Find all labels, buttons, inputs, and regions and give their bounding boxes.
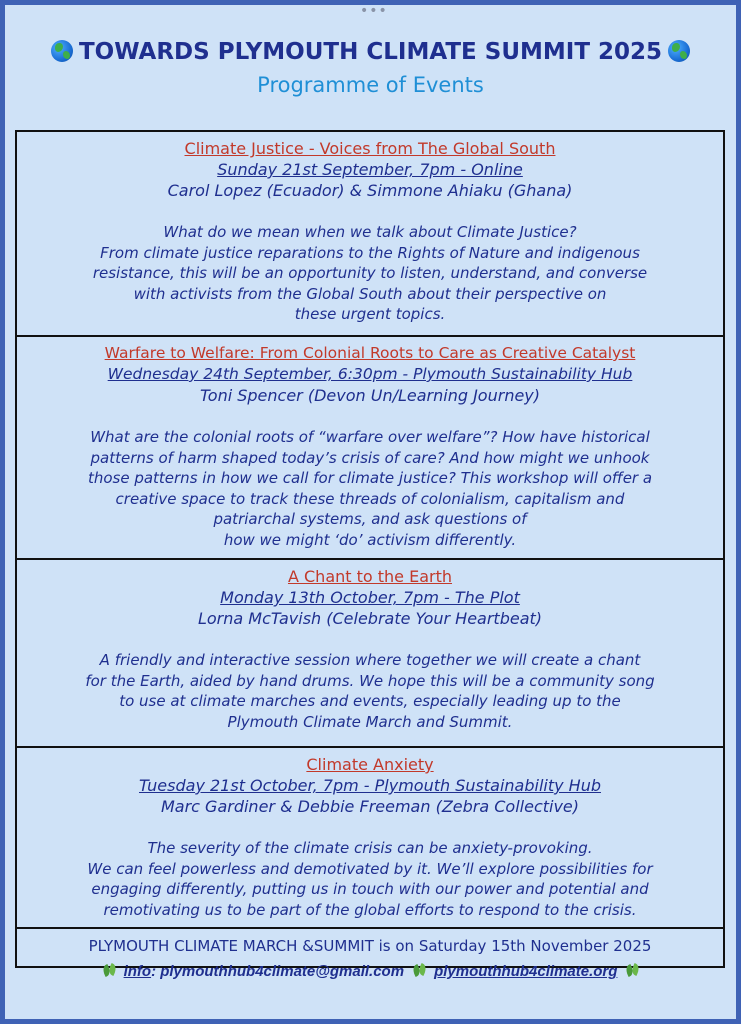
description-line: creative space to track these threads of colonialism, capitalism and — [115, 489, 625, 508]
description-line: From climate justice reparations to the Rights of Nature and indigenous — [100, 243, 640, 262]
description-line: how we might ‘do’ activism differently. — [223, 530, 517, 549]
description-line: patriarchal systems, and ask questions of — [213, 510, 527, 528]
event-date: Monday 13th October, 7pm - The Plot — [220, 588, 520, 607]
event-host: Lorna McTavish (Celebrate Your Heartbeat) — [197, 609, 543, 628]
description-line: patterns of harm shaped today’s crisis of care? And how might we unhook — [90, 448, 650, 467]
event-card — [17, 748, 723, 929]
programme-poster — [5, 5, 736, 1019]
page-title-text: TOWARDS PLYMOUTH CLIMATE SUMMIT 2025 — [78, 39, 663, 65]
event-host: Toni Spencer (Devon Un/Learning Journey) — [199, 386, 541, 405]
event-title: Climate Anxiety — [306, 755, 434, 774]
description-line: What are the colonial roots of “warfare over welfare”? How have historical — [90, 428, 650, 446]
event-host: Marc Gardiner & Debbie Freeman (Zebra Collective) — [160, 797, 580, 816]
event-card — [17, 337, 723, 560]
event-card — [17, 132, 723, 337]
event-description — [17, 427, 723, 550]
event-date: Sunday 21st September, 7pm - Online — [217, 160, 523, 179]
website-link[interactable]: plymouthhub4climate.org — [434, 963, 618, 980]
description-line: engaging differently, putting us in touch with our power and potential and — [91, 880, 649, 898]
email-link[interactable]: : plymouthhub4climate@gmail.com — [151, 963, 405, 980]
description-line: resistance, this will be an opportunity to listen, understand, and converse — [92, 264, 648, 282]
event-date: Tuesday 21st October, 7pm - Plymouth Sustainability Hub — [139, 776, 601, 795]
globe-icon — [668, 40, 690, 62]
leaf-icon — [412, 963, 426, 977]
description-line: What do we mean when we talk about Climate Justice? — [163, 223, 577, 241]
event-card — [17, 560, 723, 748]
globe-icon — [51, 40, 73, 62]
description-line: remotivating us to be part of the global efforts to respond to the crisis. — [103, 900, 637, 919]
page-subtitle: Programme of Events — [257, 73, 484, 97]
contact-footer — [5, 963, 736, 980]
event-description — [17, 838, 723, 920]
event-description — [17, 222, 723, 325]
description-line: The severity of the climate crisis can be anxiety-provoking. — [147, 839, 593, 857]
description-line: those patterns in how we call for climate justice? This workshop will offer a — [87, 469, 653, 487]
description-line: for the Earth, aided by hand drums. We hope this will be a community song — [85, 671, 655, 690]
page-title — [5, 39, 736, 65]
info-label: info — [123, 963, 152, 980]
event-date: Wednesday 24th September, 6:30pm - Plymouth Sustainability Hub — [107, 365, 633, 383]
event-title: Warfare to Welfare: From Colonial Roots to Care as Creative Catalyst — [104, 344, 636, 362]
leaf-icon — [102, 963, 116, 977]
event-title: Climate Justice - Voices from The Global South — [184, 139, 556, 158]
description-line: A friendly and interactive session where together we will create a chant — [99, 651, 641, 669]
march-notice: PLYMOUTH CLIMATE MARCH &SUMMIT is on Saturday 15th November 2025 — [88, 937, 652, 955]
event-description — [17, 650, 723, 732]
drag-handle-icon[interactable]: ••• — [360, 3, 388, 19]
leaf-icon — [625, 963, 639, 977]
event-host: Carol Lopez (Ecuador) & Simmone Ahiaku (Ghana) — [167, 181, 573, 200]
event-title: A Chant to the Earth — [287, 567, 453, 586]
description-line: with activists from the Global South about their perspective on — [133, 284, 607, 303]
description-line: to use at climate marches and events, especially leading up to the — [119, 692, 621, 710]
description-line: We can feel powerless and demotivated by it. We’ll explore possibilities for — [87, 859, 653, 878]
description-line: Plymouth Climate March and Summit. — [227, 712, 513, 731]
events-table — [15, 130, 725, 968]
description-line: these urgent topics. — [294, 305, 446, 323]
